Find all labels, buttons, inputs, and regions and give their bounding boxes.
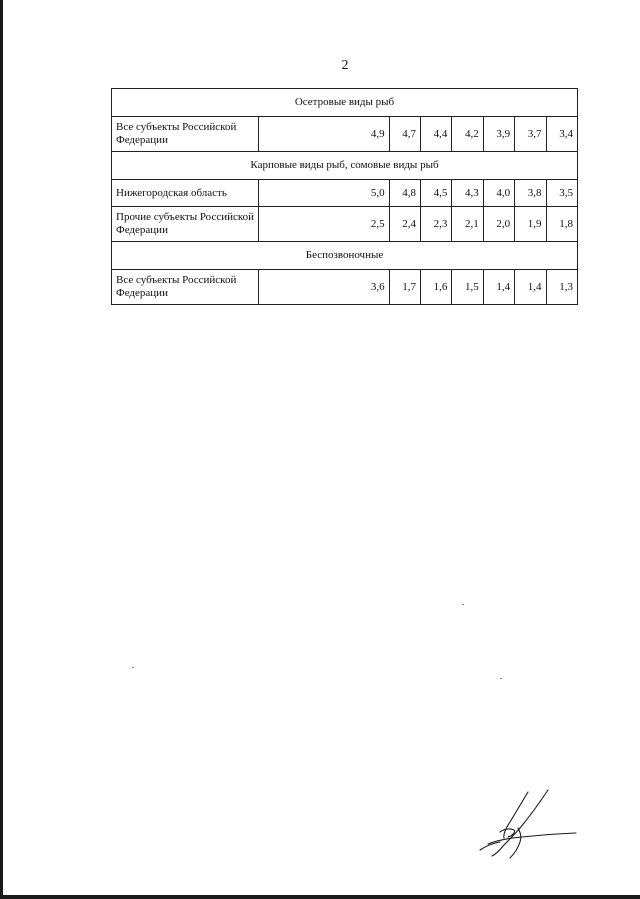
value-cell: 1,5 [452,270,483,305]
value-cell: 3,6 [259,270,389,305]
value-cell: 3,8 [515,180,546,207]
scan-speck [500,678,502,679]
table-row [112,117,578,152]
value-cell: 2,4 [389,207,420,242]
value-cell: 4,3 [452,180,483,207]
value-cell: 1,6 [421,270,452,305]
section-header-row [112,89,578,117]
section-title: Осетровые виды рыб [112,89,578,117]
row-label: Все субъекты Российской Федерации [112,270,259,305]
value-cell: 1,4 [483,270,514,305]
value-cell: 4,2 [452,117,483,152]
value-cell: 3,5 [546,180,577,207]
value-cell: 1,4 [515,270,546,305]
value-cell: 3,7 [515,117,546,152]
section-header-row [112,152,578,180]
section-header-row [112,242,578,270]
value-cell: 2,0 [483,207,514,242]
row-label: Прочие субъекты Российской Федерации [112,207,259,242]
value-cell: 3,4 [546,117,577,152]
value-cell: 2,5 [259,207,389,242]
value-cell: 4,8 [389,180,420,207]
value-cell: 1,7 [389,270,420,305]
value-cell: 3,9 [483,117,514,152]
value-cell: 2,3 [421,207,452,242]
handwritten-signature [470,788,590,863]
value-cell: 4,4 [421,117,452,152]
table-row [112,270,578,305]
table-row [112,180,578,207]
value-cell: 4,9 [259,117,389,152]
value-cell: 4,0 [483,180,514,207]
value-cell: 5,0 [259,180,389,207]
table-row [112,207,578,242]
section-title: Карповые виды рыб, сомовые виды рыб [112,152,578,180]
value-cell: 4,7 [389,117,420,152]
scan-edge-bottom [0,895,640,899]
scan-edge-left [0,0,3,899]
scan-speck [132,667,134,668]
scan-speck [462,604,464,605]
rates-table [111,88,578,305]
value-cell: 1,9 [515,207,546,242]
row-label: Все субъекты Российской Федерации [112,117,259,152]
row-label: Нижегородская область [112,180,259,207]
value-cell: 1,8 [546,207,577,242]
value-cell: 4,5 [421,180,452,207]
section-title: Беспозвоночные [112,242,578,270]
value-cell: 1,3 [546,270,577,305]
value-cell: 2,1 [452,207,483,242]
page-number: 2 [341,58,349,73]
